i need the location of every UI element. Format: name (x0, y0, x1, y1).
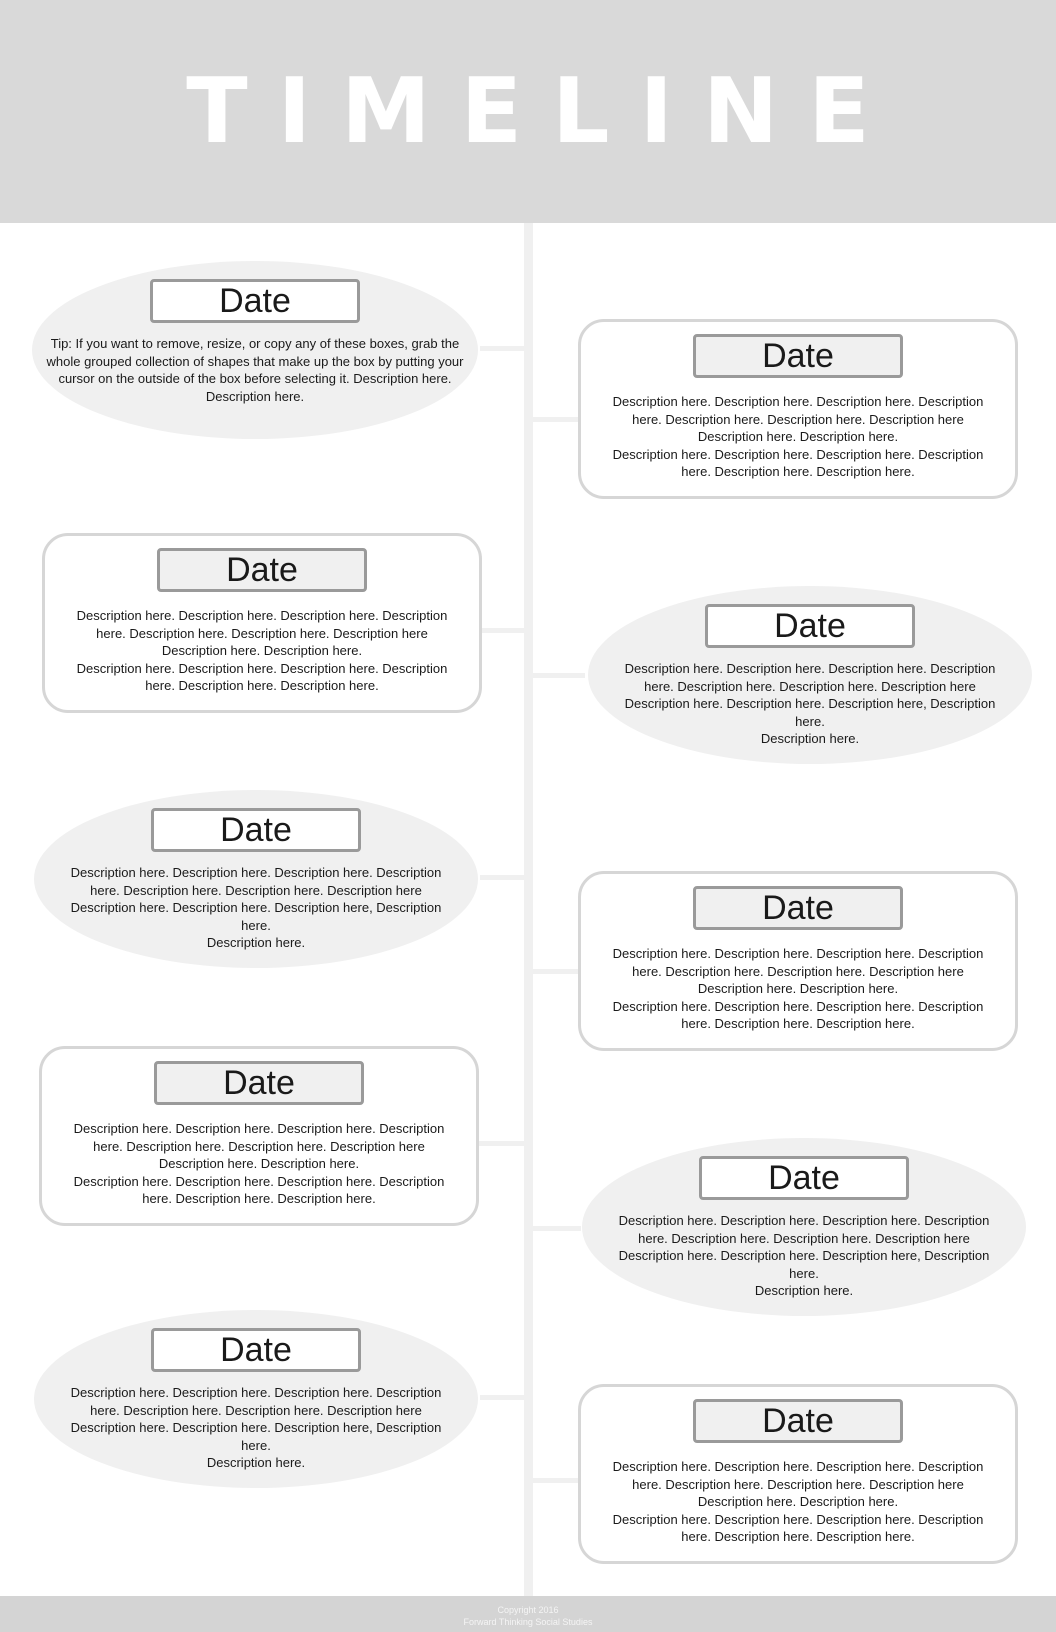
event-date: Date (693, 886, 903, 930)
page-title: TIMELINE (186, 58, 900, 164)
timeline-event[interactable] (34, 790, 478, 968)
event-description: Description here. Description here. Description here. Description here. Description here. Description here. Description here Description here. Description here. Description here, Description here. Description here. (70, 865, 442, 950)
event-date: Date (693, 334, 903, 378)
event-date: Date (705, 604, 915, 648)
connector (480, 875, 524, 880)
event-description: Description here. Description here. Description here. Description here. Description here. Description here. Description here Description here. Description here. Description here, Description here. Description here. (70, 1385, 442, 1470)
timeline-event[interactable] (32, 261, 478, 439)
event-date: Date (151, 1328, 361, 1372)
event-description: Description here. Description here. Description here. Description here. Description here. Description here. Description here Description here. Description here. Description here, Description here. Description here. (618, 1213, 990, 1298)
event-description: Description here. Description here. Description here. Description here. Description here. Description here. Description here Description here. Description here. Description here. Description here. Description here. Description here. Description here. Description here. (73, 1121, 445, 1206)
connector (480, 1395, 524, 1400)
event-description: Tip: If you want to remove, resize, or copy any of these boxes, grab the whole grouped collection of shapes that make up the box by putting your cursor on the outside of the box before selecting it. Description here. Description here. (46, 336, 464, 404)
connector (533, 1226, 581, 1231)
event-date: Date (693, 1399, 903, 1443)
connector (533, 1478, 578, 1483)
timeline-event[interactable] (588, 586, 1032, 764)
timeline-event[interactable] (578, 319, 1018, 499)
timeline-event[interactable] (578, 871, 1018, 1051)
connector (478, 1141, 524, 1146)
event-description: Description here. Description here. Description here. Description here. Description here. Description here. Description here Description here. Description here. Description here. Description here. Description here. Description here. Description here. Description here. (612, 946, 984, 1031)
connector (533, 417, 578, 422)
event-date: Date (157, 548, 367, 592)
connector (480, 628, 524, 633)
event-date: Date (699, 1156, 909, 1200)
event-description: Description here. Description here. Description here. Description here. Description here. Description here. Description here Description here. Description here. Description here. Description here. Description here. Description here. Description here. Description here. (76, 608, 448, 693)
timeline-event[interactable] (34, 1310, 478, 1488)
timeline-event[interactable] (39, 1046, 479, 1226)
event-date: Date (150, 279, 360, 323)
copyright-text: Copyright 2016 (497, 1605, 559, 1615)
event-description: Description here. Description here. Description here. Description here. Description here. Description here. Description here Description here. Description here. Description here, Description here. Description here. (624, 661, 996, 746)
connector (533, 969, 578, 974)
timeline-spine (524, 223, 533, 1596)
event-description: Description here. Description here. Description here. Description here. Description here. Description here. Description here Description here. Description here. Description here. Description here. Description here. Description here. Description here. Description here. (612, 394, 984, 479)
event-date: Date (151, 808, 361, 852)
event-description: Description here. Description here. Description here. Description here. Description here. Description here. Description here Description here. Description here. Description here. Description here. Description here. Description here. Description here. Description here. (612, 1459, 984, 1544)
timeline-event[interactable] (42, 533, 482, 713)
connector (480, 346, 524, 351)
footer (0, 1596, 1056, 1632)
timeline-event[interactable] (578, 1384, 1018, 1564)
event-date: Date (154, 1061, 364, 1105)
timeline-event[interactable] (582, 1138, 1026, 1316)
header-banner (0, 0, 1056, 223)
footer-credit: Forward Thinking Social Studies (463, 1617, 593, 1627)
connector (533, 673, 585, 678)
